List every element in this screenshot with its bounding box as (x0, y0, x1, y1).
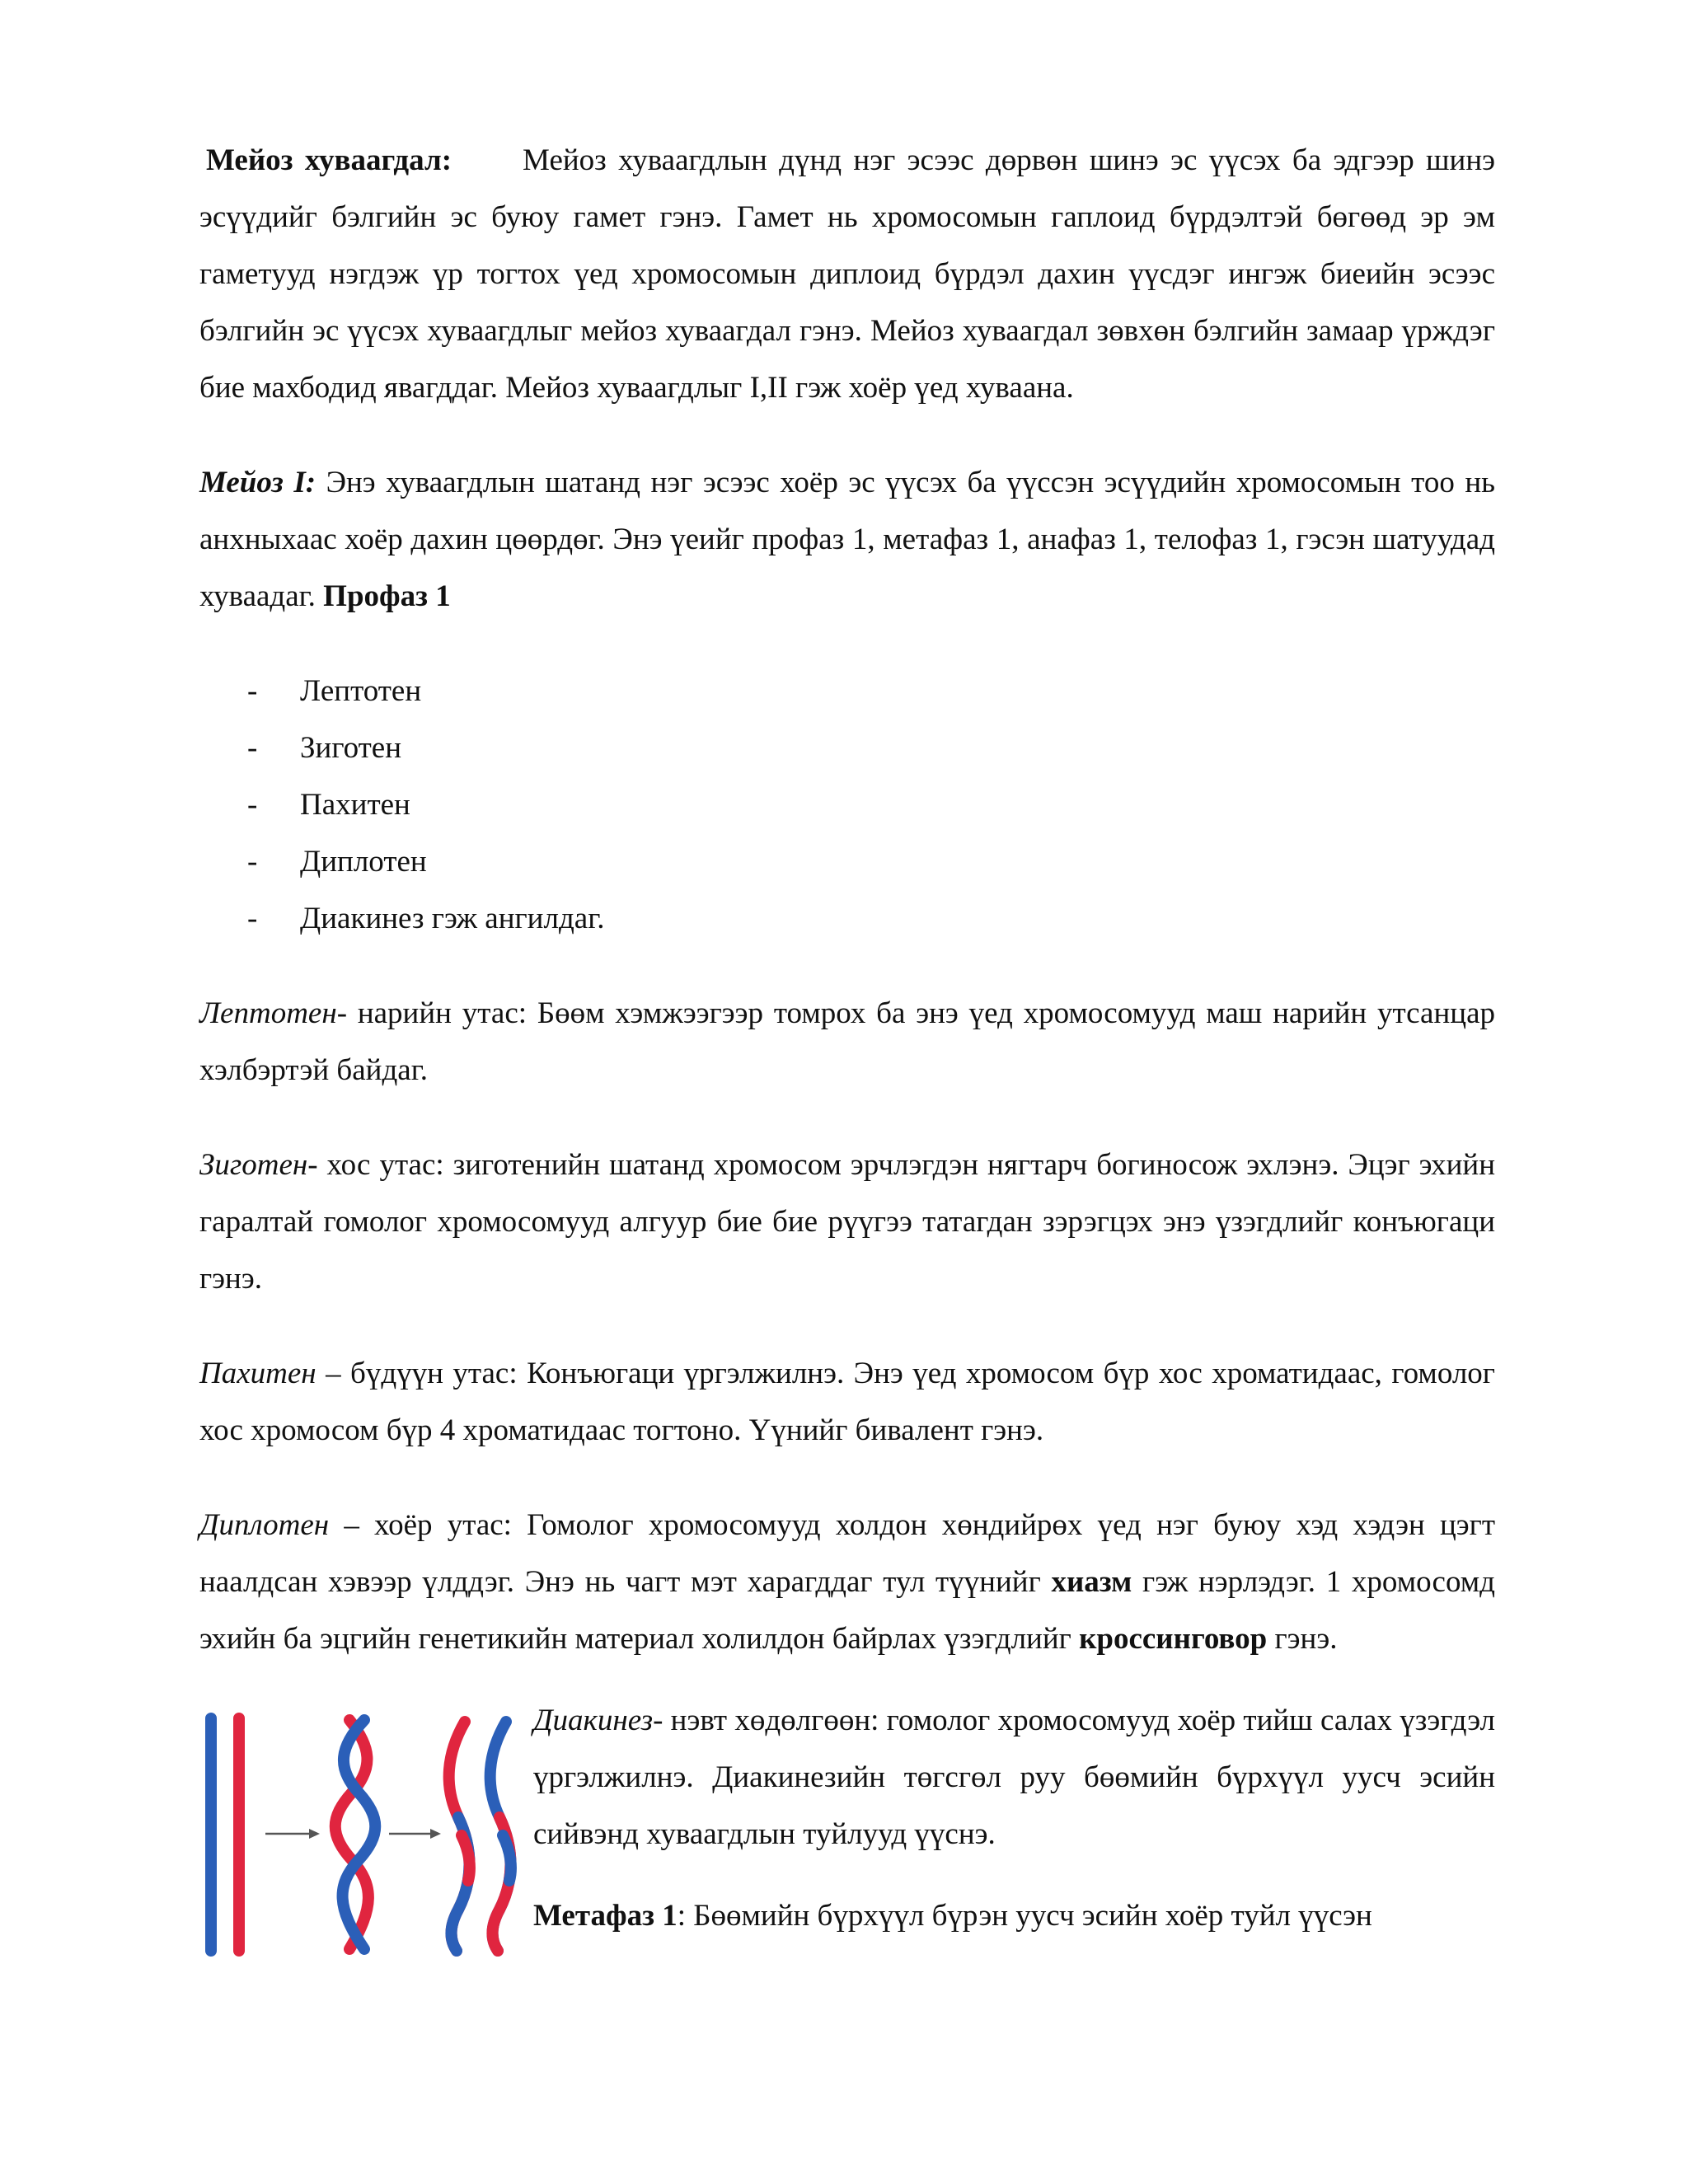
term-crossing-over: кроссинговор (1079, 1622, 1268, 1656)
paragraph-diakinez: Диакинез- нэвт хөдөлгөөн: гомолог хромосомууд хоёр тийш салах үзэгдэл үргэлжилнэ. Диакинезийн төгсгөл руу бөөмийн бүрхүүл уусч эсийн сийвэнд хуваагдлын туйлууд үүснэ. (533, 1704, 1495, 1851)
figure-side-text (533, 1692, 1495, 1944)
term-zygoten: Зиготен (199, 1148, 308, 1182)
list-item: - Пахитен (247, 788, 410, 822)
paragraph-leptoten: Лептотен- нарийн утас: Бөөм хэмжээгээр томрох ба энэ үед хромосомууд маш нарийн утсанцар хэлбэртэй байдаг. (199, 996, 1495, 1087)
arrow-icon (265, 1829, 320, 1839)
paragraph-diploten: Диплотен – хоёр утас: Гомолог хромосомууд холдон хөндийрөх үед нэг буюу хэд хэдэн цэгт наалдсан хэвээр үлддэг. Энэ нь чагт мэт харагддаг тул түүнийг хиазм гэж нэрлэдэг. 1 хромосомд эхийн ба эцгийн генетикийн материал холилдон байрлах үзэгдлийг кроссинговор гэнэ. (199, 1508, 1495, 1656)
heading-meiosis: Мейоз хуваагдал: (206, 143, 452, 177)
term-diploten: Диплотен (199, 1508, 330, 1542)
list-item: - Зиготен (247, 731, 401, 765)
paragraph-pachyten: Пахитен – бүдүүн утас: Конъюгаци үргэлжилнэ. Энэ үед хромосом бүр хос хроматидаас, гомолог хос хромосом бүр 4 хроматидаас тогтоно. Үүнийг бивалент гэнэ. (199, 1357, 1495, 1447)
list-item: - Диплотен (247, 845, 427, 879)
term-chiasma: хиазм (1051, 1565, 1132, 1599)
heading-meiosis-1: Мейоз I: (199, 466, 316, 499)
paragraph-meiosis-1-text: Энэ хуваагдлын шатанд нэг эсээс хоёр эс үүсэх ба үүссэн эсүүдийн хромосомын тоо нь анхныхаас хоёр дахин цөөрдөг. Энэ үеийг профаз 1, метафаз 1, анафаз 1, телофаз 1, гэсэн шатуудад хуваадаг. (199, 466, 1496, 613)
paragraph-metaphase-1: Метафаз 1: Бөөмийн бүрхүүл бүрэн уусч эсийн хоёр туйл үүсэн (533, 1899, 1372, 1933)
term-metaphase-1: Метафаз 1 (533, 1899, 678, 1933)
paragraph-zygoten: Зиготен- хос утас: зиготенийн шатанд хромосом эрчлэгдэн нягтарч богиносож эхлэнэ. Эцэг эхийн гаралтай гомолог хромосомууд алгуур бие бие рүүгээ татагдан зэрэгцэх энэ үзэгдлийг конъюгаци гэнэ. (199, 1148, 1495, 1296)
list-item: - Диакинез гэж ангилдаг. (247, 902, 605, 935)
paragraph-meiosis-1 (199, 454, 1495, 625)
prophase-stage-list (199, 663, 1495, 947)
figure-with-text (199, 1692, 1495, 1959)
chromosome-crossing-over-figure (199, 1712, 533, 1959)
arrow-icon (389, 1829, 441, 1839)
label-prophase-1: Профаз 1 (323, 579, 451, 613)
term-pachyten: Пахитен (199, 1357, 316, 1390)
term-diakinez: Диакинез (533, 1704, 654, 1737)
paragraph-meiosis (199, 132, 1495, 416)
document-body (199, 132, 1495, 1959)
term-leptoten: Лептотен (199, 996, 337, 1030)
list-item: - Лептотен (247, 674, 422, 708)
paragraph-meiosis-text: Мейоз хуваагдлын дүнд нэг эсээс дөрвөн шинэ эс үүсэх ба эдгээр шинэ эсүүдийг бэлгийн эс буюу гамет гэнэ. Гамет нь хромосомын гаплоид бүрдэлтэй бөгөөд эр эм гаметууд нэгдэж үр тогтох үед хромосомын диплоид бүрдэл дахин үүсдэг ингэж биеийн эсээс бэлгийн эс үүсэх хуваагдлыг мейоз хуваагдал гэнэ. Мейоз хуваагдал зөвхөн бэлгийн замаар үрждэг бие махбодид явагддаг. Мейоз хуваагдлыг I,II гэж хоёр үед хуваана. (199, 143, 1496, 405)
